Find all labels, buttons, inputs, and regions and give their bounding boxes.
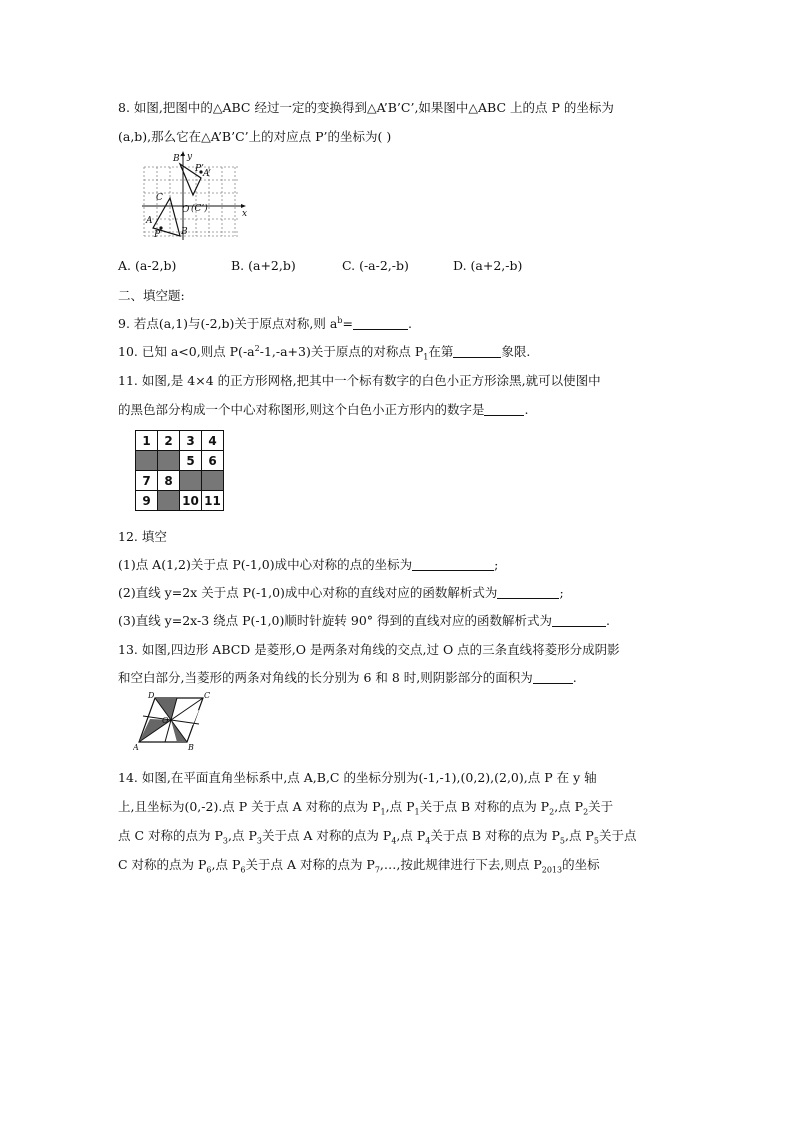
q14-line3-text: 点 C 对称的点为 P	[118, 828, 223, 843]
grid-cell-dark	[180, 471, 202, 491]
fig8-label-Ap: A’	[203, 169, 212, 179]
q9-text: 9. 若点(a,1)与(-2,b)关于原点对称,则 a	[118, 316, 338, 331]
q14-line3	[118, 826, 636, 846]
q14-line3-text: ,点 P	[564, 828, 594, 843]
q14-line3-text: ,点 P	[228, 828, 257, 843]
q10-exponent: 2	[254, 343, 260, 353]
fig13-label-A: A	[133, 743, 139, 752]
fig8-label-Cp: (C’)	[191, 204, 208, 214]
grid-cell: 5	[180, 451, 202, 471]
q13-rhombus-figure	[133, 690, 213, 752]
q14-line4-text: ,…,按此规律进行下去,则点 P	[379, 857, 542, 872]
q13-line2	[118, 668, 577, 686]
q14-line3-text: 关于点 A 对称的点为 P	[261, 828, 392, 843]
section-title-fill-blank: 二、填空题:	[118, 288, 185, 303]
q12-part2-blank[interactable]	[497, 586, 559, 599]
fig13-label-B: B	[188, 743, 194, 752]
q14-sub: 7	[374, 865, 380, 875]
q14-line3-text: 关于点	[598, 828, 637, 843]
q12-part3-text: (3)直线 y=2x-3 绕点 P(-1,0)顺时针旋转 90° 得到的直线对应的函数解析式为	[118, 613, 552, 628]
fig8-label-x: x	[242, 209, 248, 219]
q9-end: .	[407, 316, 412, 331]
q14-line2-text: ,点 P	[554, 799, 584, 814]
q14-line4	[118, 855, 600, 875]
fig13-label-O: O	[162, 716, 169, 725]
q14-line2-text: ,点 P	[385, 799, 415, 814]
q11-grid	[135, 430, 224, 511]
grid-cell: 8	[158, 471, 180, 491]
q14-sub: 4	[425, 836, 431, 846]
q9-line	[118, 314, 412, 332]
q11-answer-blank[interactable]	[484, 403, 524, 416]
q14-sub: 3	[222, 836, 228, 846]
q12-part1-blank[interactable]	[412, 558, 494, 571]
grid-cell: 6	[202, 451, 224, 471]
q12-part1-end: ;	[494, 557, 499, 572]
fig8-label-P: P	[154, 230, 161, 240]
grid-cell-dark	[158, 491, 180, 511]
q10-line	[118, 342, 530, 362]
q14-line4-text: C 对称的点为 P	[118, 857, 207, 872]
q14-sub: 5	[593, 836, 599, 846]
grid-cell: 4	[202, 431, 224, 451]
q8-line2: (a,b),那么它在△A’B’C’上的对应点 P’的坐标为( )	[118, 129, 392, 144]
q12-part1-text: (1)点 A(1,2)关于点 P(-1,0)成中心对称的点的坐标为	[118, 557, 413, 572]
grid-cell: 3	[180, 431, 202, 451]
q12-part3-blank[interactable]	[552, 614, 606, 627]
q14-line4-text: 关于点 A 对称的点为 P	[245, 857, 375, 872]
q11-end: .	[524, 402, 529, 417]
q14-line3-text: ,点 P	[396, 828, 426, 843]
q12-part1	[118, 555, 498, 573]
q14-sub: 2	[549, 807, 555, 817]
q14-line2	[118, 797, 613, 817]
q8-line1: 8. 如图,把图中的△ABC 经过一定的变换得到△A’B’C’,如果图中△ABC 上的点 P 的坐标为	[118, 100, 614, 115]
q14-line2-text: 关于点 B 对称的点为 P	[419, 799, 550, 814]
grid-cell: 1	[136, 431, 158, 451]
q14-line2-text: 上,且坐标为(0,-2).点 P 关于点 A 对称的点为 P	[118, 799, 381, 814]
q14-line4-text: ,点 P	[211, 857, 241, 872]
grid-cell: 10	[180, 491, 202, 511]
fig8-label-B: B	[181, 227, 188, 237]
q8-option-b: B. (a+2,b)	[231, 258, 296, 273]
grid-cell-dark	[136, 451, 158, 471]
q12-title: 12. 填空	[118, 529, 167, 544]
fig8-label-C: C	[156, 193, 163, 203]
q12-part2-text: (2)直线 y=2x 关于点 P(-1,0)成中心对称的直线对应的函数解析式为	[118, 585, 498, 600]
grid-cell: 9	[136, 491, 158, 511]
q8-figure	[140, 150, 252, 242]
q14-line2-text: 关于	[588, 799, 614, 814]
fig8-label-Pp: P’	[195, 164, 204, 174]
q14-sub: 2013	[541, 865, 563, 875]
q10-text-mid2: 在第	[428, 344, 454, 359]
q10-answer-blank[interactable]	[453, 345, 501, 358]
grid-cell-dark	[202, 471, 224, 491]
fig8-label-Bp: B’	[173, 154, 183, 164]
q14-sub: 3	[256, 836, 262, 846]
q10-text-mid: -1,-a+3)关于原点的对称点 P	[259, 344, 424, 359]
q14-sub: 4	[391, 836, 397, 846]
q14-line1: 14. 如图,在平面直角坐标系中,点 A,B,C 的坐标分别为(-1,-1),(0,2),(2,0),点 P 在 y 轴	[118, 770, 597, 785]
q12-part2	[118, 583, 564, 601]
q14-sub: 1	[380, 807, 386, 817]
grid-cell: 11	[202, 491, 224, 511]
q14-sub: 2	[583, 807, 589, 817]
q14-sub: 1	[414, 807, 420, 817]
q8-option-c: C. (-a-2,-b)	[342, 258, 409, 273]
q11-line2	[118, 400, 528, 418]
q12-part3	[118, 611, 610, 629]
q13-line1: 13. 如图,四边形 ABCD 是菱形,O 是两条对角线的交点,过 O 点的三条直线将菱形分成阴影	[118, 642, 620, 657]
q12-part2-end: ;	[559, 585, 564, 600]
grid-cell: 7	[136, 471, 158, 491]
q14-sub: 6	[206, 865, 212, 875]
fig8-label-A: A	[146, 216, 153, 226]
fig8-label-y: y	[187, 152, 193, 162]
q9-equals: =	[342, 316, 353, 331]
q14-sub: 5	[559, 836, 565, 846]
q14-line3-text: 关于点 B 对称的点为 P	[430, 828, 560, 843]
q13-text: 和空白部分,当菱形的两条对角线的长分别为 6 和 8 时,则阴影部分的面积为	[118, 670, 533, 685]
q9-answer-blank[interactable]	[353, 317, 408, 330]
q13-answer-blank[interactable]	[533, 671, 573, 684]
q14-sub: 6	[240, 865, 246, 875]
fig13-label-C: C	[204, 691, 211, 700]
grid-cell: 2	[158, 431, 180, 451]
q10-end: 象限.	[501, 344, 531, 359]
q11-line1: 11. 如图,是 4×4 的正方形网格,把其中一个标有数字的白色小正方形涂黑,就可以使图中	[118, 373, 601, 388]
q9-exponent: b	[337, 315, 343, 325]
grid-cell-dark	[158, 451, 180, 471]
q12-part3-end: .	[606, 613, 610, 628]
q10-subscript: 1	[423, 352, 429, 362]
q14-line4-text: 的坐标	[562, 857, 600, 872]
q13-end: .	[572, 670, 577, 685]
q8-option-a: A. (a-2,b)	[118, 258, 177, 273]
q8-option-d: D. (a+2,-b)	[453, 258, 523, 273]
fig13-label-D: D	[148, 691, 155, 700]
q10-text: 10. 已知 a<0,则点 P(-a	[118, 344, 255, 359]
q11-text: 的黑色部分构成一个中心对称图形,则这个白色小正方形内的数字是	[118, 402, 485, 417]
fig8-label-O: O	[182, 205, 190, 215]
